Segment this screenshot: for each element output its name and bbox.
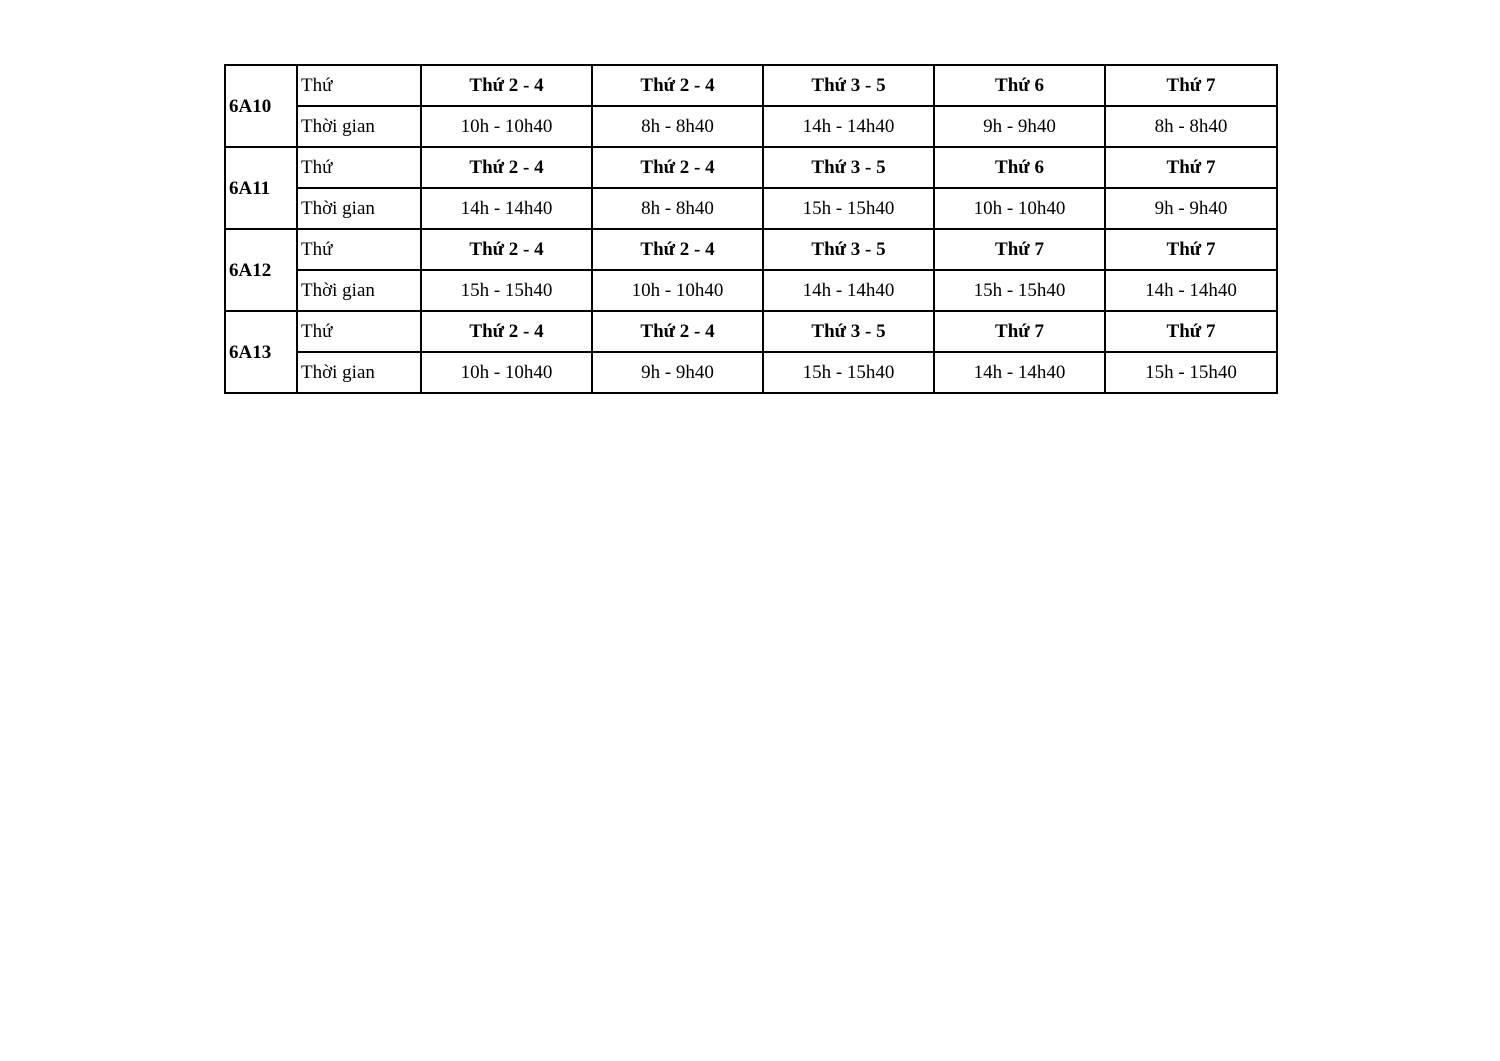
day-cell: Thứ 3 - 5 — [763, 65, 934, 106]
class-name: 6A12 — [225, 229, 297, 311]
day-row-label: Thứ — [297, 147, 421, 188]
time-cell: 14h - 14h40 — [763, 106, 934, 147]
time-cell: 9h - 9h40 — [592, 352, 763, 393]
time-cell: 9h - 9h40 — [1105, 188, 1277, 229]
class-name: 6A11 — [225, 147, 297, 229]
time-cell: 15h - 15h40 — [934, 270, 1105, 311]
day-cell: Thứ 2 - 4 — [421, 147, 592, 188]
table-row — [225, 188, 1277, 229]
day-cell: Thứ 3 - 5 — [763, 311, 934, 352]
time-cell: 10h - 10h40 — [421, 106, 592, 147]
time-cell: 14h - 14h40 — [1105, 270, 1277, 311]
day-cell: Thứ 7 — [1105, 65, 1277, 106]
time-cell: 10h - 10h40 — [592, 270, 763, 311]
day-cell: Thứ 2 - 4 — [592, 65, 763, 106]
day-cell: Thứ 2 - 4 — [592, 229, 763, 270]
table-row — [225, 270, 1277, 311]
time-cell: 10h - 10h40 — [421, 352, 592, 393]
time-cell: 15h - 15h40 — [1105, 352, 1277, 393]
table-row — [225, 352, 1277, 393]
time-cell: 10h - 10h40 — [934, 188, 1105, 229]
class-name: 6A13 — [225, 311, 297, 393]
class-name: 6A10 — [225, 65, 297, 147]
day-row-label: Thứ — [297, 65, 421, 106]
day-row-label: Thứ — [297, 229, 421, 270]
day-cell: Thứ 2 - 4 — [421, 229, 592, 270]
time-row-label: Thời gian — [297, 270, 421, 311]
time-cell: 14h - 14h40 — [421, 188, 592, 229]
day-cell: Thứ 6 — [934, 147, 1105, 188]
day-cell: Thứ 7 — [1105, 311, 1277, 352]
time-cell: 15h - 15h40 — [763, 352, 934, 393]
day-cell: Thứ 2 - 4 — [592, 311, 763, 352]
time-row-label: Thời gian — [297, 188, 421, 229]
time-cell: 15h - 15h40 — [421, 270, 592, 311]
schedule-table — [224, 64, 1278, 394]
time-cell: 14h - 14h40 — [763, 270, 934, 311]
table-row — [225, 147, 1277, 188]
time-cell: 8h - 8h40 — [592, 106, 763, 147]
day-cell: Thứ 2 - 4 — [421, 311, 592, 352]
time-row-label: Thời gian — [297, 106, 421, 147]
table-row — [225, 106, 1277, 147]
time-cell: 8h - 8h40 — [1105, 106, 1277, 147]
time-cell: 15h - 15h40 — [763, 188, 934, 229]
table-row — [225, 65, 1277, 106]
day-row-label: Thứ — [297, 311, 421, 352]
day-cell: Thứ 7 — [1105, 229, 1277, 270]
day-cell: Thứ 2 - 4 — [592, 147, 763, 188]
table-row — [225, 229, 1277, 270]
day-cell: Thứ 2 - 4 — [421, 65, 592, 106]
day-cell: Thứ 7 — [934, 229, 1105, 270]
day-cell: Thứ 6 — [934, 65, 1105, 106]
day-cell: Thứ 3 - 5 — [763, 229, 934, 270]
time-cell: 14h - 14h40 — [934, 352, 1105, 393]
day-cell: Thứ 7 — [934, 311, 1105, 352]
day-cell: Thứ 3 - 5 — [763, 147, 934, 188]
time-cell: 9h - 9h40 — [934, 106, 1105, 147]
table-row — [225, 311, 1277, 352]
day-cell: Thứ 7 — [1105, 147, 1277, 188]
time-row-label: Thời gian — [297, 352, 421, 393]
time-cell: 8h - 8h40 — [592, 188, 763, 229]
